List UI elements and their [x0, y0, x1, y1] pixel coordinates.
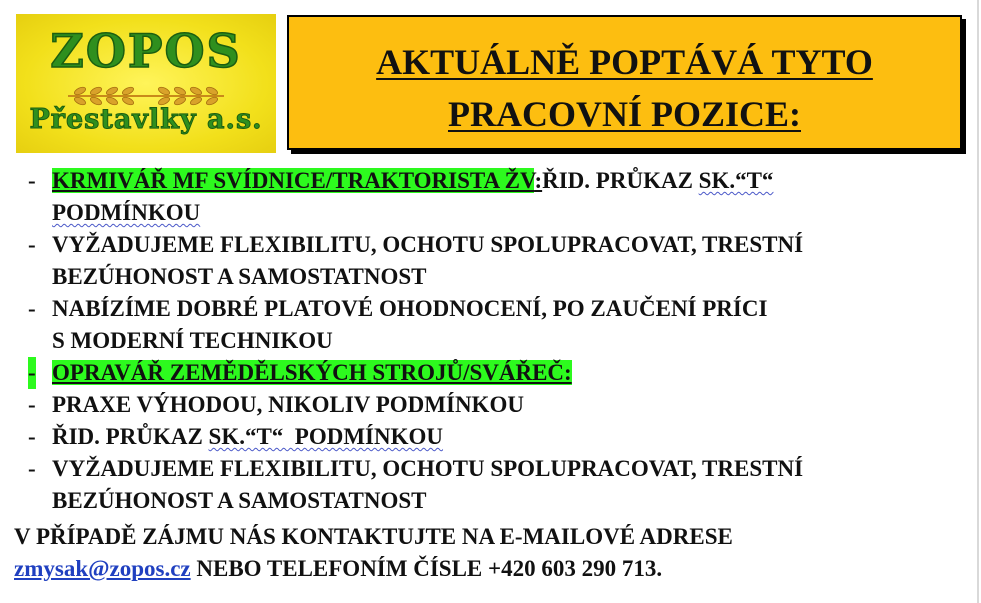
- list-dash: -: [28, 424, 36, 449]
- title-text: [376, 26, 873, 140]
- logo-wordmark: ZOPOS: [50, 24, 242, 78]
- title-line-2: PRACOVNÍ POZICE:: [447, 93, 801, 134]
- title-banner: [287, 15, 962, 150]
- list-item: [28, 389, 948, 421]
- list-item: [28, 453, 948, 517]
- list-item: [28, 357, 948, 389]
- list-item: [28, 229, 948, 293]
- title-line-1: AKTUÁLNĚ POPTÁVÁ TYTO: [376, 41, 873, 82]
- list-item-text: VYŽADUJEME FLEXIBILITU, OCHOTU SPOLUPRACOVAT, TRESTNÍ: [52, 232, 804, 257]
- list-dash: -: [28, 168, 36, 193]
- phone-text: NEBO TELEFONÍM ČÍSLE +420 603 290 713.: [190, 556, 663, 581]
- list-item-separator: :: [534, 168, 543, 193]
- job-title-highlight: KRMIVÁŘ MF SVÍDNICE/TRAKTORISTA ŽV: [52, 168, 535, 193]
- list-dash: -: [28, 392, 36, 417]
- company-logo: [16, 14, 276, 153]
- list-dash: -: [28, 232, 36, 257]
- list-item-text: VYŽADUJEME FLEXIBILITU, OCHOTU SPOLUPRACOVAT, TRESTNÍ: [52, 456, 804, 481]
- spellcheck-text: PODMÍNKOU: [52, 200, 201, 225]
- job-list: [28, 165, 948, 517]
- list-item-text: NABÍZÍME DOBRÉ PLATOVÉ OHODNOCENÍ, PO ZAUČENÍ PRÍCI: [52, 296, 768, 321]
- list-item-text: BEZÚHONOST A SAMOSTATNOST: [52, 488, 427, 513]
- list-dash: -: [28, 357, 36, 389]
- list-dash: -: [28, 296, 36, 321]
- list-item-text: PRAXE VÝHODOU, NIKOLIV PODMÍNKOU: [52, 392, 524, 417]
- list-item-text: ŘID. PRŮKAZ: [542, 168, 699, 193]
- logo-subtitle: Přestavlky a.s.: [29, 104, 263, 135]
- list-dash: -: [28, 456, 36, 481]
- contact-footer: [14, 521, 964, 585]
- list-item-text: ŘID. PRŮKAZ: [52, 424, 209, 449]
- list-item: [28, 421, 948, 453]
- job-title-highlight: OPRAVÁŘ ZEMĚDĚLSKÝCH STROJŮ/SVÁŘEČ:: [52, 360, 572, 385]
- spellcheck-text: SK.“T“: [698, 168, 774, 193]
- list-item-text: BEZÚHONOST A SAMOSTATNOST: [52, 264, 427, 289]
- email-link[interactable]: zmysak@zopos.cz: [14, 556, 191, 581]
- list-item-text: S MODERNÍ TECHNIKOU: [52, 328, 333, 353]
- spellcheck-text: SK.“T“ PODMÍNKOU: [208, 424, 444, 449]
- list-item: [28, 165, 948, 229]
- list-item: [28, 293, 948, 357]
- page-edge: [977, 0, 979, 603]
- contact-text: V PŘÍPADĚ ZÁJMU NÁS KONTAKTUJTE NA E-MAILOVÉ ADRESE: [14, 524, 733, 549]
